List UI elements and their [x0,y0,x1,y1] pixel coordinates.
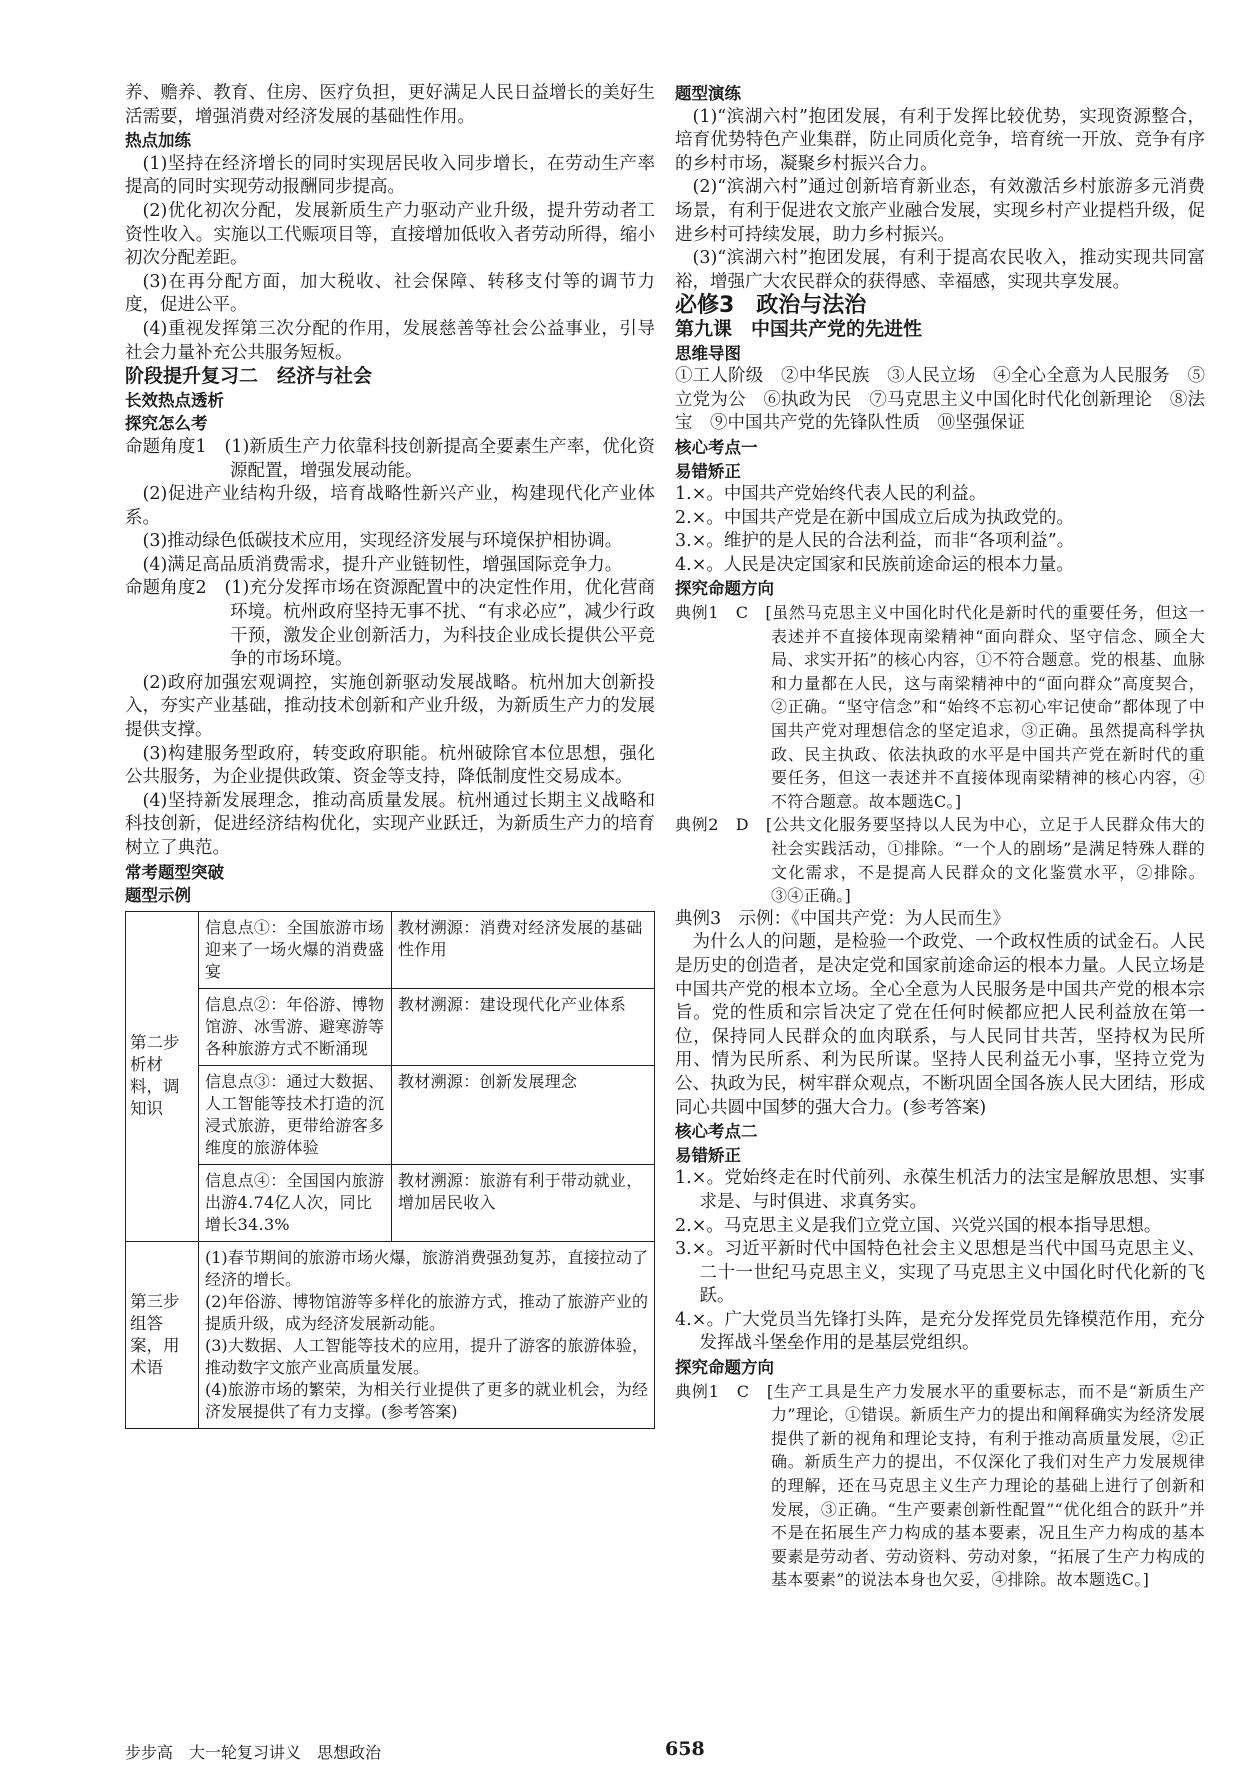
list-item: 2.×。中国共产党是在新中国成立后成为执政党的。 [675,507,1074,528]
example-heading: 典例3 示例：《中国共产党：为人民而生》 [675,908,1010,929]
heading: 探究命题方向 [675,579,774,599]
list-item: 1.×。党始终走在时代前列、永葆生机活力的法宝是解放思想、实事求是、与时俱进、求真务实。 [675,1168,1205,1212]
section-title: 阶段提升复习二 经济与社会 [125,365,373,388]
table-cell: 教材溯源：建设现代化产业体系 [392,988,655,1065]
step-label: 第三步组答案，用术语 [126,1241,199,1428]
answer-item: (4)旅游市场的繁荣，为相关行业提供了更多的就业机会，为经济发展提供了有力支撑。(参考答案) [205,1379,648,1421]
paragraph: (3)推动绿色低碳技术应用，实现经济发展与环境保护相协调。 [142,531,623,552]
list-item: 2.×。马克思主义是我们立党立国、兴党兴国的根本指导思想。 [675,1215,1162,1236]
list-item: 4.×。人民是决定国家和民族前途命运的根本力量。 [675,554,1074,575]
paragraph: 为什么人的问题，是检验一个政党、一个政权性质的试金石。人民是历史的创造者，是决定党和国家前途命运的根本力量。人民立场是中国共产党的根本立场。全心全意为人民服务是中国共产党的根本宗旨。党的性质和宗旨决定了党在任何时候都应把人民利益放在第一位，保持同人民群众的血肉联系，与人民同甘共苦，坚持权为民所用、情为民所系、利为民所谋。坚持人民利益无小事，坚持立党为公、执政为民，树牢群众观点，不断巩固全国各族人民大团结，形成同心共圆中国梦的强大合力。(参考答案) [675,932,1205,1118]
step-label: 第二步析材料，调知识 [126,911,199,1241]
heading: 易错矫正 [675,1145,741,1165]
right-column [675,82,1205,1592]
table-cell: 信息点①：全国旅游市场迎来了一场火爆的消费盛宴 [199,911,392,988]
table-row [126,1241,655,1428]
table-cell: 信息点③：通过大数据、人工智能等技术打造的沉浸式旅游，更带给游客多维度的旅游体验 [199,1065,392,1164]
table-cell: 教材溯源：消费对经济发展的基础性作用 [392,911,655,988]
paragraph: (4)满足高品质消费需求，提升产业链韧性，增强国际竞争力。 [142,554,623,575]
heading: 易错矫正 [675,461,741,481]
paragraph: (3)构建服务型政府，转变政府职能。杭州破除官本位思想，强化公共服务，为企业提供政策、资金等支持，降低制度性交易成本。 [125,743,655,788]
table-cell [199,1241,655,1428]
module-title: 必修3 政治与法治 [675,293,867,319]
heading-hot-practice: 热点加练 [125,131,191,151]
paragraph: (2)政府加强宏观调控，实施创新驱动发展战略。杭州加大创新投入，夯实产业基础，推动技术创新和产业升级，为新质生产力的发展提供支撑。 [125,672,655,741]
heading: 常考题型突破 [125,862,224,882]
paragraph: 命题角度2 (1)充分发挥市场在资源配置中的决定性作用，优化营商环境。杭州政府坚持无事不扰、“有求必应”，减少行政干预，激发企业创新活力，为科技企业成长提供公平竞争的市场环境。 [125,578,655,670]
table-row [126,988,655,1065]
paragraph: (4)重视发挥第三次分配的作用，发展慈善等社会公益事业，引导社会力量补充公共服务短板。 [125,318,655,363]
table-row [126,1065,655,1164]
heading: 探究怎么考 [125,414,208,434]
analysis-table [125,911,655,1429]
example-explanation: 典例2 D [公共文化服务要坚持以人民为中心，立足于人民群众伟大的社会实践活动，①排除。“一个人的剧场”是满足特殊人群的文化需求，不是提高人民群众的文化鉴赏水平，②排除。③④正确。] [675,815,1205,906]
table-row [126,1164,655,1241]
paragraph: (2)“滨湖六村”通过创新培育新业态，有效激活乡村旅游多元消费场景，有利于促进农文旅产业融合发展，实现乡村产业提档升级，促进乡村可持续发展，助力乡村振兴。 [675,177,1205,245]
list-item: 1.×。中国共产党始终代表人民的利益。 [675,484,987,505]
table-cell: 信息点②：年俗游、博物馆游、冰雪游、避寒游等各种旅游方式不断涌现 [199,988,392,1065]
list-item: 3.×。习近平新时代中国特色社会主义思想是当代中国马克思主义、二十一世纪马克思主义，实现了马克思主义中国化时代化新的飞跃。 [675,1239,1205,1307]
left-column [125,82,655,1429]
mindmap-answers: ①工人阶级 ②中华民族 ③人民立场 ④全心全意为人民服务 ⑤立党为公 ⑥执政为民 ⑦马克思主义中国化时代化创新理论 ⑧法宝 ⑨中国共产党的先锋队性质 ⑩坚强保证 [675,366,1205,434]
table-row [126,911,655,988]
lesson-title: 第九课 中国共产党的先进性 [675,317,923,340]
table-cell: 教材溯源：创新发展理念 [392,1065,655,1164]
answer-item: (1)春节期间的旅游市场火爆，旅游消费强劲复苏，直接拉动了经济的增长。 [205,1247,648,1289]
paragraph: (3)在再分配方面，加大税收、社会保障、转移支付等的调节力度，促进公平。 [125,271,655,316]
paragraph: (4)坚持新发展理念，推动高质量发展。杭州通过长期主义战略和科技创新，促进经济结构优化，实现产业跃迁，为新质生产力的培育树立了典范。 [125,790,655,858]
list-item: 3.×。维护的是人民的合法利益，而非“各项利益”。 [675,531,1075,552]
heading: 长效热点透析 [125,390,224,410]
paragraph: 养、赡养、教育、住房、医疗负担，更好满足人民日益增长的美好生活需要，增强消费对经济发展的基础性作用。 [125,83,655,127]
paragraph: (2)促进产业结构升级，培育战略性新兴产业，构建现代化产业体系。 [125,484,655,528]
heading: 核心考点一 [675,437,758,457]
heading: 思维导图 [675,343,741,363]
paragraph: (1)坚持在经济增长的同时实现居民收入同步增长，在劳动生产率提高的同时实现劳动报酬同步提高。 [125,153,655,198]
answer-item: (3)大数据、人工智能等技术的应用，提升了游客的旅游体验，推动数字文旅产业高质量发展。 [205,1335,648,1377]
heading: 题型演练 [675,84,741,103]
heading: 核心考点二 [675,1122,758,1142]
answer-item: (2)年俗游、博物馆游等多样化的旅游方式，推动了旅游产业的提质升级，成为经济发展新动能。 [205,1291,648,1333]
paragraph: (3)“滨湖六村”抱团发展，有利于提高农民收入，推动实现共同富裕，增强广大农民群众的获得感、幸福感，实现共享发展。 [675,248,1205,292]
list-item: 4.×。广大党员当先锋打头阵，是充分发挥党员先锋模范作用，充分发挥战斗堡垒作用的是基层党组织。 [675,1309,1205,1354]
table-cell: 教材溯源：旅游有利于带动就业，增加居民收入 [392,1164,655,1241]
paragraph: (2)优化初次分配，发展新质生产力驱动产业升级，提升劳动者工资性收入。实施以工代赈项目等，直接增加低收入者劳动所得，缩小初次分配差距。 [125,200,655,269]
paragraph: (1)“滨湖六村”抱团发展，有利于发挥比较优势，实现资源整合，培育优势特色产业集群，防止同质化竞争，培育统一开放、竞争有序的乡村市场，凝聚乡村振兴合力。 [675,106,1205,174]
heading: 探究命题方向 [675,1358,774,1378]
example-explanation: 典例1 C [生产工具是生产力发展水平的重要标志，而不是“新质生产力”理论，①错误。新质生产力的提出和阐释确实为经济发展提供了新的视角和理论支持，有利于推动高质量发展，②正确。新质生产力的提出，不仅深化了我们对生产力发展规律的理解，还在马克思主义生产力理论的基础上进行了创新和发展，③正确。“生产要素创新性配置”“优化组合的跃升”并不是在拓展生产力构成的基本要素，况且生产力构成的基本要素是劳动者、劳动资料、劳动对象，“拓展了生产力构成的基本要素”的说法本身也欠妥，④排除。故本题选C。] [675,1381,1205,1590]
heading: 题型示例 [125,886,191,906]
table-cell: 信息点④：全国国内旅游出游4.74亿人次，同比增长34.3% [199,1164,392,1241]
paragraph: 命题角度1 (1)新质生产力依靠科技创新提高全要素生产率，优化资源配置，增强发展动能。 [125,436,655,481]
page-number: 658 [665,1738,705,1760]
book-title: 步步高 大一轮复习讲义 思想政治 [125,1743,382,1762]
example-explanation: 典例1 C [虽然马克思主义中国化时代化是新时代的重要任务，但这一表述并不直接体现南梁精神“面向群众、坚守信念、顾全大局、求实开拓”的核心内容，①不符合题意。党的根基、血脉和力量都在人民，这与南梁精神中的“面向群众”高度契合，②正确。“坚守信念”和“始终不忘初心牢记使命”都体现了中国共产党对理想信念的坚定追求，③正确。虽然提高科学执政、民主执政、依法执政的水平是中国共产党在新时代的重要任务，但这一表述并不直接体现南梁精神的核心内容，④不符合题意。故本题选C。] [675,603,1205,811]
